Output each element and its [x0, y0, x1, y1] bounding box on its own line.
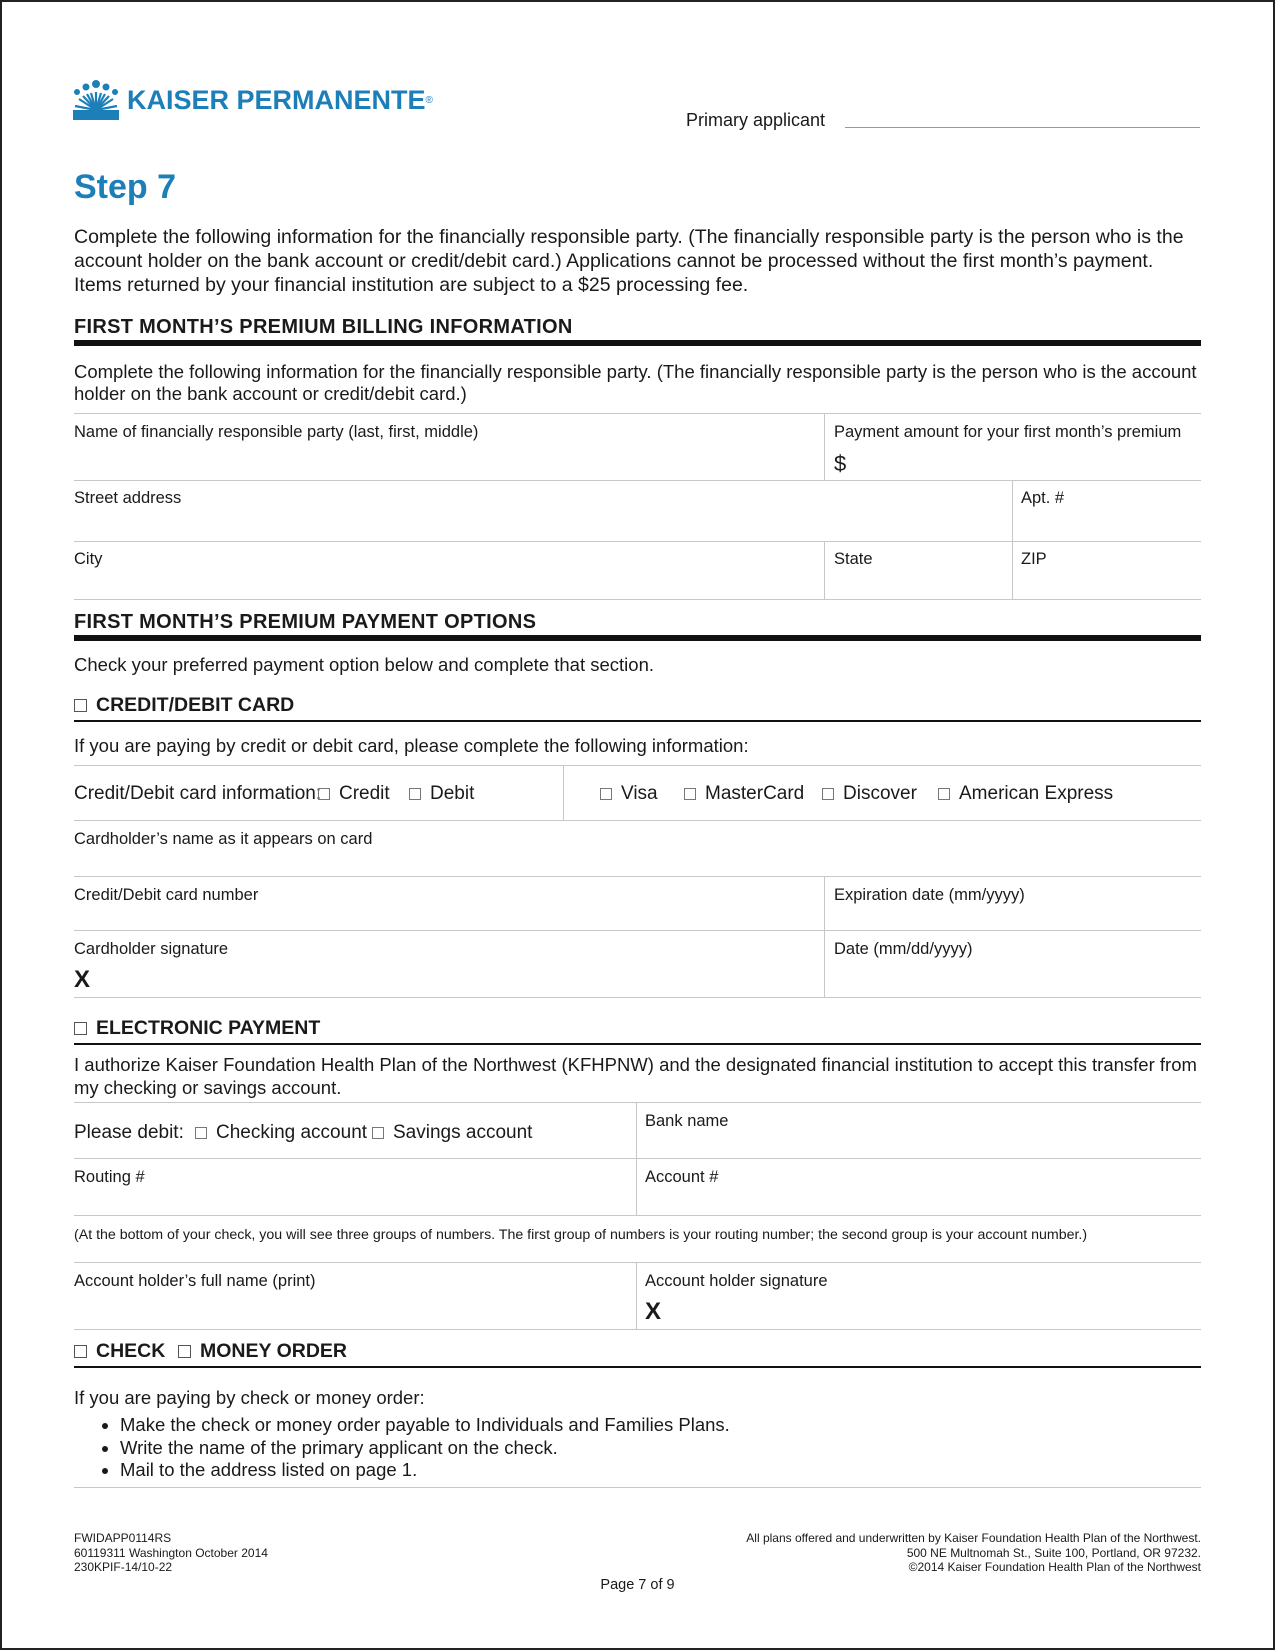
divider	[74, 1487, 1201, 1488]
credit-option[interactable]: Credit	[318, 783, 390, 805]
divider	[74, 1329, 1201, 1330]
cardholder-signature-x: X	[74, 966, 91, 993]
electronic-payment-checkbox[interactable]	[74, 1022, 87, 1035]
divider	[74, 720, 1201, 722]
divider	[74, 765, 1201, 766]
divider	[74, 1158, 1201, 1159]
money-order-heading	[178, 1340, 347, 1363]
footer-form-codes	[74, 1531, 268, 1575]
amex-option[interactable]: American Express	[938, 783, 1113, 805]
page-number: Page 7 of 9	[600, 1577, 675, 1593]
billing-section-heading: FIRST MONTH’S PREMIUM BILLING INFORMATION	[74, 316, 1201, 346]
city-label: City	[74, 550, 103, 568]
divider	[74, 820, 1201, 821]
divider	[74, 1102, 1201, 1103]
street-address-label: Street address	[74, 489, 182, 507]
card-info-label: Credit/Debit card information:	[74, 783, 322, 804]
payment-options-heading: FIRST MONTH’S PREMIUM PAYMENT OPTIONS	[74, 611, 1201, 641]
payment-amount-label: Payment amount for your first month’s premium	[834, 423, 1182, 441]
account-holder-signature-label: Account holder signature	[645, 1272, 828, 1290]
primary-applicant-label: Primary applicant	[686, 110, 826, 130]
savings-account-option[interactable]: Savings account	[372, 1122, 532, 1144]
credit-debit-card-title: CREDIT/DEBIT CARD	[96, 694, 295, 716]
divider	[74, 1215, 1201, 1216]
apt-label: Apt. #	[1021, 489, 1065, 507]
kaiser-logo	[73, 80, 433, 120]
check-heading	[74, 1340, 165, 1363]
registered-mark: ®	[425, 94, 433, 106]
bank-name-label: Bank name	[645, 1112, 729, 1130]
divider	[74, 876, 1201, 877]
payment-options-instructions: Check your preferred payment option below and complete that section.	[74, 654, 654, 675]
cardholder-signature-label: Cardholder signature	[74, 940, 229, 958]
please-debit-label: Please debit:	[74, 1122, 184, 1143]
legal-line: ©2014 Kaiser Foundation Health Plan of the Northwest	[908, 1560, 1201, 1574]
divider	[74, 599, 1201, 600]
primary-applicant-field[interactable]	[845, 127, 1200, 128]
money-order-checkbox[interactable]	[178, 1345, 191, 1358]
legal-line: All plans offered and underwritten by Kaiser Foundation Health Plan of the Northwest.	[746, 1531, 1201, 1545]
account-number-label: Account #	[645, 1168, 719, 1186]
state-label: State	[834, 550, 873, 568]
savings-checkbox[interactable]	[372, 1127, 384, 1139]
credit-checkbox[interactable]	[318, 788, 330, 800]
divider	[74, 1043, 1201, 1045]
kaiser-people-icon	[73, 80, 119, 120]
visa-option[interactable]: Visa	[600, 783, 658, 805]
divider	[824, 876, 825, 998]
card-number-label: Credit/Debit card number	[74, 886, 259, 904]
debit-checkbox[interactable]	[409, 788, 421, 800]
responsible-party-name-label: Name of financially responsible party (last, first, middle)	[74, 423, 479, 441]
list-item: • Write the name of the primary applicant on the check.	[120, 1437, 730, 1460]
mastercard-option[interactable]: MasterCard	[684, 783, 804, 805]
mastercard-checkbox[interactable]	[684, 788, 696, 800]
check-instructions-list	[98, 1414, 730, 1482]
divider	[563, 765, 564, 821]
amex-checkbox[interactable]	[938, 788, 950, 800]
zip-label: ZIP	[1021, 550, 1047, 568]
divider	[74, 541, 1201, 542]
debit-option[interactable]: Debit	[409, 783, 474, 805]
divider	[74, 413, 1201, 414]
divider	[74, 930, 1201, 931]
signature-date-label: Date (mm/dd/yyyy)	[834, 940, 973, 958]
divider	[636, 1262, 637, 1330]
discover-option[interactable]: Discover	[822, 783, 917, 805]
check-title: CHECK	[96, 1340, 166, 1362]
visa-checkbox[interactable]	[600, 788, 612, 800]
page-title: Step 7	[74, 168, 177, 206]
check-checkbox[interactable]	[74, 1345, 87, 1358]
divider	[636, 1102, 637, 1216]
money-order-title: MONEY ORDER	[200, 1340, 347, 1362]
credit-debit-card-checkbox[interactable]	[74, 699, 87, 712]
billing-instructions: Complete the following information for the financially responsible party. (The financially responsible party is the person who is the account holder on the bank account or credit/debit card.)	[74, 361, 1197, 404]
divider	[74, 997, 1201, 998]
divider	[824, 413, 825, 481]
dollar-sign: $	[834, 451, 847, 476]
routing-number-label: Routing #	[74, 1168, 145, 1186]
legal-line: 500 NE Multnomah St., Suite 100, Portland, OR 97232.	[906, 1545, 1201, 1560]
checking-checkbox[interactable]	[195, 1127, 207, 1139]
logo-text: KAISER PERMANENTE	[127, 84, 426, 115]
divider	[74, 480, 1201, 481]
checking-account-option[interactable]: Checking account	[195, 1122, 367, 1144]
account-holder-name-label: Account holder’s full name (print)	[74, 1272, 316, 1290]
footer-legal	[746, 1531, 1201, 1575]
expiration-date-label: Expiration date (mm/yyyy)	[834, 886, 1025, 904]
electronic-payment-heading	[74, 1017, 320, 1040]
list-item: • Mail to the address listed on page 1.	[120, 1459, 730, 1482]
divider	[74, 1262, 1201, 1263]
discover-checkbox[interactable]	[822, 788, 834, 800]
electronic-payment-title: ELECTRONIC PAYMENT	[96, 1017, 321, 1039]
check-numbers-note: (At the bottom of your check, you will see three groups of numbers. The first group of numbers is your routing number; the second group is your account number.)	[74, 1227, 1088, 1243]
form-code: 60119311 Washington October 2014	[74, 1545, 268, 1560]
credit-debit-card-heading	[74, 694, 294, 717]
divider	[74, 1366, 1201, 1368]
divider	[824, 541, 825, 600]
form-code: FWIDAPP0114RS	[74, 1531, 172, 1545]
account-holder-signature-x: X	[645, 1298, 662, 1325]
electronic-authorization: I authorize Kaiser Foundation Health Plan of the Northwest (KFHPNW) and the designated financial institution to accept this transfer from my checking or savings account.	[74, 1054, 1197, 1098]
card-instructions: If you are paying by credit or debit card, please complete the following information:	[74, 735, 749, 756]
list-item: • Make the check or money order payable to Individuals and Families Plans.	[120, 1414, 730, 1437]
intro-text: Complete the following information for the financially responsible party. (The financially responsible party is the person who is the account holder on the bank account or credit/debit card.) Applications cannot be processed without the first month’s payment. Items returned by your financial institution are subject to a $25 processing fee.	[74, 226, 1184, 296]
divider	[1012, 480, 1013, 600]
form-code: 230KPIF-14/10-22	[74, 1560, 173, 1574]
cardholder-name-label: Cardholder’s name as it appears on card	[74, 830, 373, 848]
check-instructions: If you are paying by check or money order:	[74, 1387, 425, 1408]
